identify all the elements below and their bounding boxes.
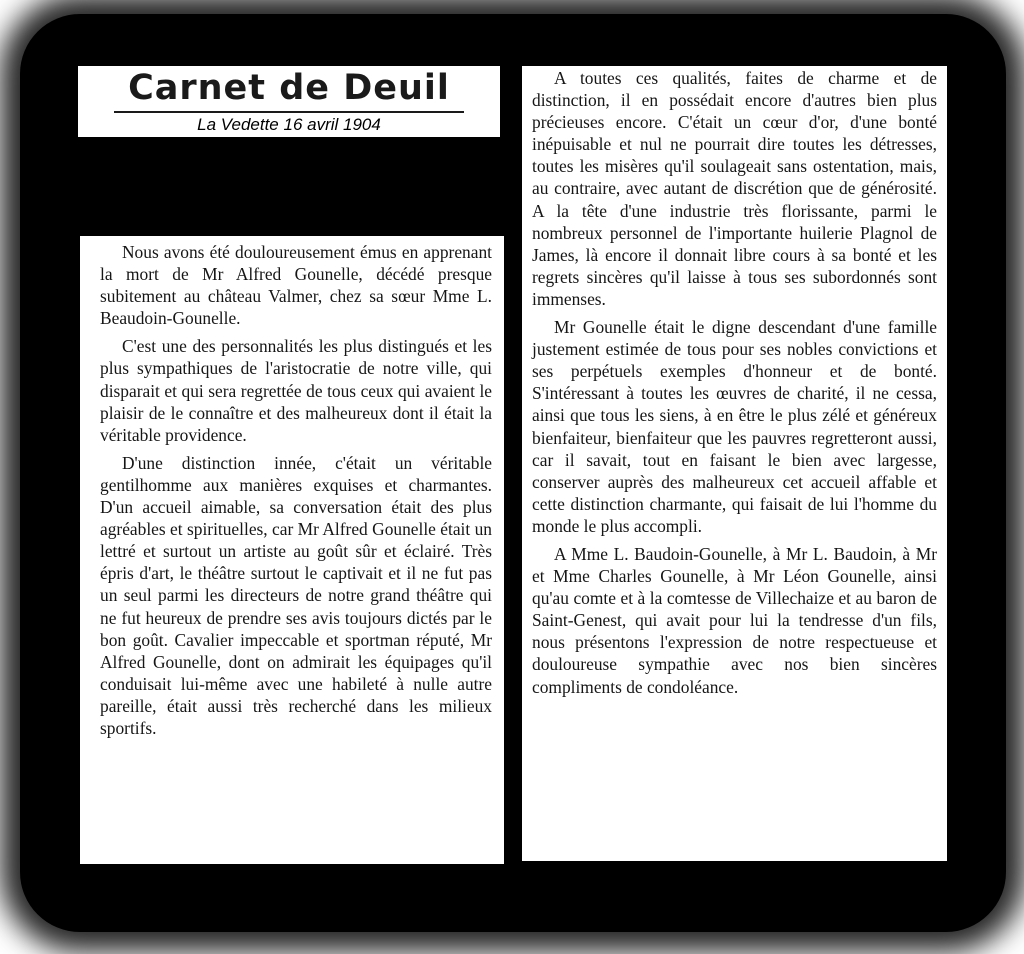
right-paragraph-1: A toutes ces qualités, faites de charme et de distinction, il en possédait encore d'autres bien plus précieuses encore. C'était un cœur d'or, d'une bonté inépuisable et nul ne pourrait dire toutes les détresses, toutes les misères qu'il soulageait sans ostentation, mais, au contraire, avec autant de discrétion que de générosité. A la tête d'une industrie très florissante, parmi le nombreux personnel de l'importante huilerie Plagnol de James, là encore il donnait libre cours à sa bonté et les regrets sincères qu'il laisse à tous ses subordonnés sont immenses. <box>532 68 937 309</box>
masthead-rule <box>114 111 464 113</box>
masthead-clipping <box>78 66 500 137</box>
right-paragraph-2: Mr Gounelle était le digne descendant d'une famille justement estimée de tous pour ses nobles convictions et ses perpétuels exemples d'honneur et de bonté. S'intéressant à toutes les œuvres de charité, il ne cessa, ainsi que tous les siens, à en être le plus zélé et généreux bienfaiteur, bienfaiteur que les pauvres regretteront aussi, car il savait, tout en faisant le bien avec largesse, conserver auprès des malheureux cet accueil affable et cette distinction charmante, qui faisait de lui l'homme du monde le plus accompli. <box>532 317 937 536</box>
left-paragraph-1: Nous avons été douloureusement émus en apprenant la mort de Mr Alfred Gounelle, décédé presque subitement au château Valmer, chez sa sœur Mme L. Beaudoin-Gounelle. <box>100 242 492 329</box>
right-paragraph-3: A Mme L. Baudoin-Gounelle, à Mr L. Baudoin, à Mr et Mme Charles Gounelle, à Mr Léon Gounelle, ainsi qu'au comte et à la comtesse de Villechaize et au baron de Saint-Genest, qui avait pour lui la tendresse d'un fils, nous présentons l'expression de notre respectueuse et douloureuse sympathie avec nos bien sincères compliments de condoléance. <box>532 543 937 697</box>
masthead-title: Carnet de Deuil <box>128 68 450 108</box>
left-article-body <box>80 236 504 739</box>
right-article-clipping <box>522 66 947 861</box>
left-paragraph-3: D'une distinction innée, c'était un véritable gentilhomme aux manières exquises et charmantes. D'un accueil aimable, sa conversation était des plus agréables et spirituelles, car Mr Alfred Gounelle était un lettré et surtout un artiste au goût sûr et éclairé. Très épris d'art, le théâtre surtout le captivait et il ne fut pas un seul parmi les directeurs de notre grand théâtre qui ne fut heureux de prendre ses avis toujours dictés par le bon goût. Cavalier impeccable et sportman réputé, Mr Alfred Gounelle, dont on admirait les équipages qu'il conduisait lui-même avec une habileté à nulle autre pareille, était aussi très recherché dans les milieux sportifs. <box>100 452 492 738</box>
left-article-clipping <box>80 236 504 864</box>
left-paragraph-2: C'est une des personnalités les plus distingués et les plus sympathiques de l'aristocratie de notre ville, qui disparait et qui sera regrettée de tous ceux qui avaient le plaisir de le connaître et des malheureux dont il était la véritable providence. <box>100 336 492 445</box>
right-article-body <box>522 66 947 698</box>
source-caption: La Vedette 16 avril 1904 <box>197 115 381 134</box>
